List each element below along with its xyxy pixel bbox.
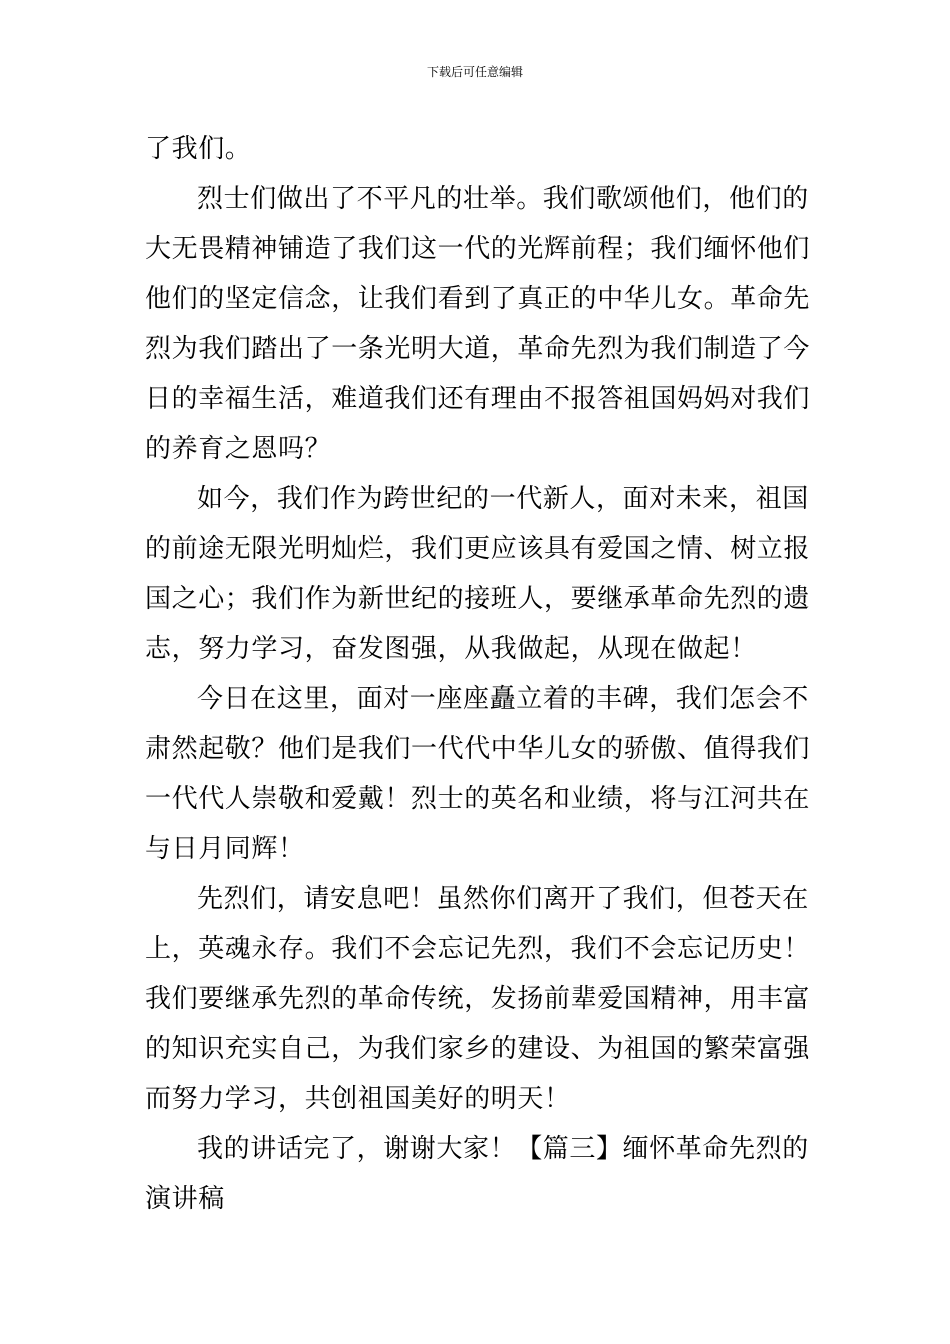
paragraph-start-line: 先烈们，请安息吧！虽然你们离开了我们，但苍天在 (197, 884, 809, 914)
text-line: 志，努力学习，奋发图强，从我做起，从现在做起！ (145, 634, 757, 664)
text-line: 的前途无限光明灿烂，我们更应该具有爱国之情、树立报 (145, 534, 811, 564)
text-line: 的养育之恩吗？ (145, 434, 332, 464)
text-line: 与日月同辉！ (145, 834, 305, 864)
document-body (145, 124, 811, 1224)
page-header: 下载后可任意编辑 (426, 65, 523, 79)
text-line: 烈为我们踏出了一条光明大道，革命先烈为我们制造了今 (145, 334, 811, 364)
paragraph-start-line: 烈士们做出了不平凡的壮举。我们歌颂他们，他们的 (197, 184, 809, 214)
text-line: 一代代人崇敬和爱戴！烈士的英名和业绩，将与江河共在 (145, 784, 811, 814)
paragraph-start-line: 今日在这里，面对一座座矗立着的丰碑，我们怎会不 (197, 684, 809, 714)
paragraph-start-line: 我的讲话完了，谢谢大家！【篇三】缅怀革命先烈的 (197, 1134, 809, 1164)
paragraph-start-line: 如今，我们作为跨世纪的一代新人，面对未来，祖国 (197, 484, 809, 514)
text-line: 演讲稿 (145, 1184, 225, 1214)
text-line: 而努力学习，共创祖国美好的明天！ (145, 1084, 571, 1114)
text-line: 上，英魂永存。我们不会忘记先烈，我们不会忘记历史！ (145, 934, 811, 964)
text-line: 大无畏精神铺造了我们这一代的光辉前程；我们缅怀他们 (145, 234, 811, 264)
text-line: 日的幸福生活，难道我们还有理由不报答祖国妈妈对我们 (145, 384, 811, 414)
text-line: 了我们。 (145, 134, 252, 164)
text-line: 我们要继承先烈的革命传统，发扬前辈爱国精神，用丰富 (145, 984, 811, 1014)
text-line: 的知识充实自己，为我们家乡的建设、为祖国的繁荣富强 (145, 1034, 811, 1064)
text-line: 他们的坚定信念，让我们看到了真正的中华儿女。革命先 (145, 284, 811, 314)
text-line: 肃然起敬？他们是我们一代代中华儿女的骄傲、值得我们 (145, 734, 811, 764)
text-line: 国之心；我们作为新世纪的接班人，要继承革命先烈的遗 (145, 584, 811, 614)
